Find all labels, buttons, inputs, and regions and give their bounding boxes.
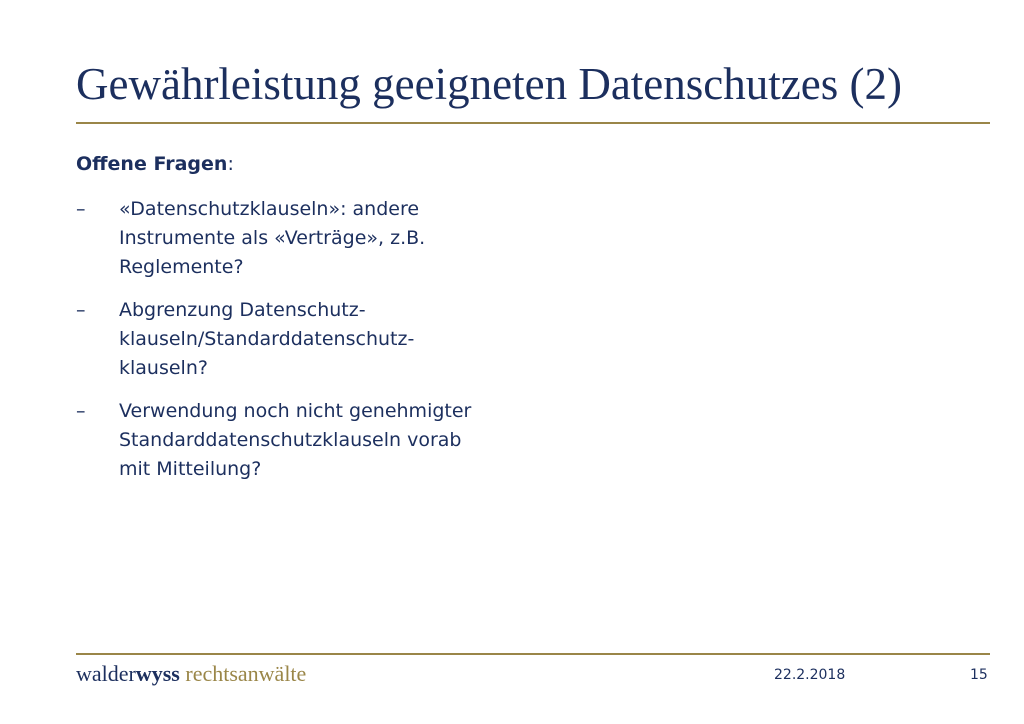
slide-title: Gewährleistung geeigneten Datenschutzes (2) xyxy=(76,59,902,109)
title-divider xyxy=(76,122,990,124)
logo-part-rechtsanwaelte: rechtsanwälte xyxy=(179,661,307,686)
bullet-marker: – xyxy=(76,198,86,220)
bullet-item xyxy=(76,195,546,282)
footer-divider xyxy=(76,653,990,655)
section-heading-colon: : xyxy=(227,153,234,175)
bullet-marker: – xyxy=(76,299,86,321)
footer-date: 22.2.2018 xyxy=(774,667,846,683)
bullet-text: Verwendung noch nicht genehmigter Standarddatenschutzklauseln vorab mit Mitteilung? xyxy=(119,400,472,480)
slide-body xyxy=(76,150,546,498)
bullet-marker: – xyxy=(76,400,86,422)
bullet-item xyxy=(76,397,546,484)
bullet-item xyxy=(76,296,546,383)
section-heading xyxy=(76,150,546,179)
logo-part-walder: walder xyxy=(76,661,136,686)
bullet-list xyxy=(76,195,546,484)
logo-part-wyss: wyss xyxy=(135,661,180,686)
bullet-text: «Datenschutzklauseln»: andere Instrumente als «Verträge», z.B. Reglemente? xyxy=(119,198,426,278)
company-logo xyxy=(76,661,306,687)
page-number: 15 xyxy=(970,667,988,683)
bullet-text: Abgrenzung Datenschutz- klauseln/Standarddatenschutz- klauseln? xyxy=(119,299,415,379)
section-heading-label: Offene Fragen xyxy=(76,153,228,175)
